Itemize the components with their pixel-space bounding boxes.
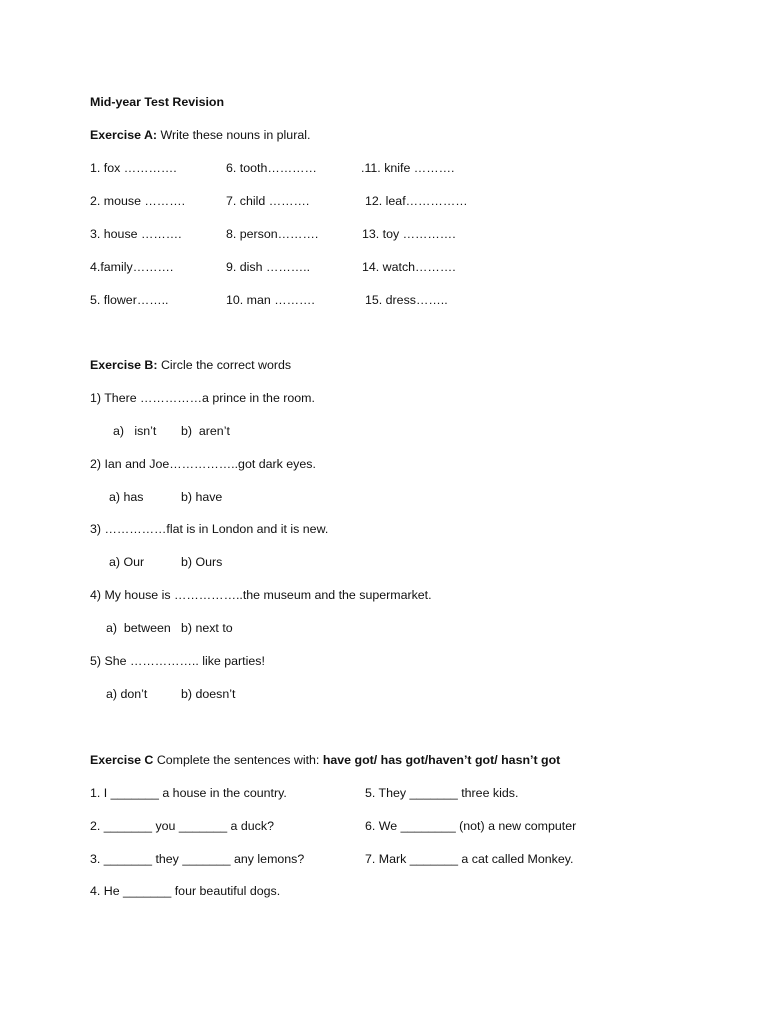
exercise-a-heading xyxy=(90,127,310,143)
option-2a[interactable]: a) has xyxy=(109,490,144,504)
question-3: 3) ……………flat is in London and it is new. xyxy=(90,522,329,536)
plural-item: 6. tooth………… xyxy=(226,161,317,175)
plural-item: 9. dish ……….. xyxy=(226,260,311,274)
plural-item: .11. knife ………. xyxy=(361,161,455,175)
option-2b[interactable]: b) have xyxy=(181,490,223,504)
plural-item: 8. person………. xyxy=(226,227,319,241)
plural-item: 7. child ………. xyxy=(226,194,310,208)
plural-item: 15. dress…….. xyxy=(365,293,448,307)
option-4b[interactable]: b) next to xyxy=(181,621,233,635)
option-1b[interactable]: b) aren’t xyxy=(181,424,230,438)
question-2: 2) Ian and Joe……………..got dark eyes. xyxy=(90,457,316,471)
page-title: Mid-year Test Revision xyxy=(90,95,225,109)
option-5b[interactable]: b) doesn’t xyxy=(181,687,236,701)
option-3a[interactable]: a) Our xyxy=(109,555,145,569)
plural-item: 5. flower…….. xyxy=(90,293,169,307)
plural-item: 2. mouse ………. xyxy=(90,194,186,208)
exercise-a-instruction: Write these nouns in plural. xyxy=(157,128,311,142)
plural-item: 1. fox …………. xyxy=(90,161,177,175)
exercise-b-instruction: Circle the correct words xyxy=(157,358,292,372)
exercise-b-label: Exercise B: xyxy=(90,358,158,372)
question-5: 5) She …………….. like parties! xyxy=(90,654,265,668)
sentence-5: 5. They _______ three kids. xyxy=(365,786,519,800)
sentence-7: 7. Mark _______ a cat called Monkey. xyxy=(365,852,574,866)
question-1: 1) There ……………a prince in the room. xyxy=(90,391,315,405)
sentence-4: 4. He _______ four beautiful dogs. xyxy=(90,884,281,898)
exercise-c-heading xyxy=(90,752,560,768)
option-1a[interactable]: a) isn’t xyxy=(113,424,157,438)
exercise-c-instruction: Complete the sentences with: xyxy=(153,753,323,767)
question-4: 4) My house is ……………..the museum and the supermarket. xyxy=(90,588,432,602)
plural-item: 10. man ………. xyxy=(226,293,315,307)
plural-item: 4.family………. xyxy=(90,260,174,274)
plural-item: 12. leaf…………… xyxy=(365,194,468,208)
plural-item: 13. toy …………. xyxy=(362,227,456,241)
sentence-2: 2. _______ you _______ a duck? xyxy=(90,819,274,833)
sentence-1: 1. I _______ a house in the country. xyxy=(90,786,287,800)
option-3b[interactable]: b) Ours xyxy=(181,555,223,569)
option-4a[interactable]: a) between xyxy=(106,621,171,635)
plural-item: 14. watch………. xyxy=(362,260,456,274)
exercise-a-label: Exercise A: xyxy=(90,128,158,142)
option-5a[interactable]: a) don’t xyxy=(106,687,148,701)
exercise-c-phrase: have got/ has got/haven’t got/ hasn’t got xyxy=(322,753,561,767)
exercise-b-heading xyxy=(90,357,291,373)
exercise-c-label: Exercise C xyxy=(90,753,154,767)
sentence-6: 6. We ________ (not) a new computer xyxy=(365,819,577,833)
sentence-3: 3. _______ they _______ any lemons? xyxy=(90,852,305,866)
plural-item: 3. house ………. xyxy=(90,227,182,241)
